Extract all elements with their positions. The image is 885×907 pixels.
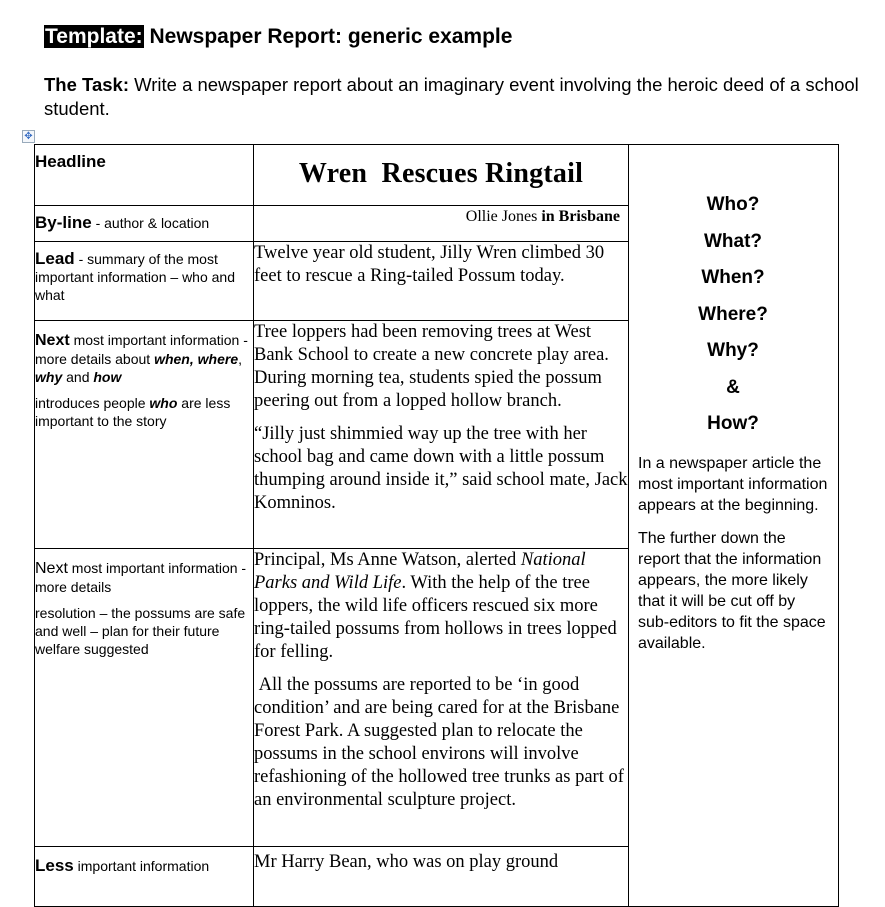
sidebar-note-2: The further down the report that the information appears, the more likely that it will be cut off by sub-editors to fit the space available. (638, 529, 826, 652)
next1-and: and (62, 369, 94, 385)
less-text: Mr Harry Bean, who was on play ground (254, 852, 559, 872)
label-cell-next-2 (35, 549, 254, 847)
next1-comma: , (238, 351, 242, 367)
next1-paragraph-2: “Jilly just shimmied way up the tree with her school bag and came down with a little possum thumping around inside it,” said school mate, Jack Komninos. (254, 424, 628, 513)
headline-text: Wren Rescues Ringtail (298, 158, 584, 189)
table-row-headline (35, 145, 839, 206)
move-cross-icon[interactable]: ✥ (22, 130, 35, 143)
sidebar-cell (629, 145, 839, 907)
less-label-rest: important information (73, 858, 210, 874)
content-cell-next-2 (254, 549, 629, 847)
question-how: How? (707, 413, 759, 434)
task-description (44, 73, 864, 121)
next2-label-para (35, 559, 253, 596)
label-cell-less (35, 847, 254, 907)
lead-label-rest: - summary of the most important information – who and what (35, 251, 235, 303)
label-cell-next-1 (35, 321, 254, 549)
next2-para1-em: National Parks and Wild Life (254, 550, 586, 593)
byline-label: By-line (35, 213, 92, 232)
title-tag: Template: (45, 25, 143, 48)
next2-paragraph-2: All the possums are reported to be ‘in good condition’ and are being cared for at the Brisbane Forest Park. A suggested plan to relocate the possums in the school environs will involve refashioning of the hollowed tree trunks as part of an environmental sculpture project. (254, 675, 629, 810)
next1-em-how: how (93, 369, 122, 385)
page-title (44, 25, 512, 49)
byline-location: in Brisbane (537, 208, 620, 225)
next1-label-rest: most important information - more details about (35, 332, 248, 367)
next2-label-rest: most important information - more details (35, 560, 247, 595)
next1-em-when-where: when, where (154, 351, 239, 367)
next1-note (35, 394, 253, 430)
next2-label: Next (35, 560, 68, 577)
next1-paragraph-1: Tree loppers had been removing trees at West Bank School to create a new concrete play area. During morning tea, students spied the possum peering out from a lopped hollow branch. (254, 322, 609, 411)
content-cell-lead (254, 242, 629, 321)
next2-para1-pre: Principal, Ms Anne Watson, alerted (254, 550, 521, 570)
title-text: Newspaper Report: generic example (149, 25, 513, 48)
question-who: Who? (706, 194, 760, 215)
lead-text: Twelve year old student, Jilly Wren climbed 30 feet to rescue a Ring-tailed Possum today. (254, 243, 605, 286)
content-cell-byline (254, 206, 629, 242)
byline-label-rest: - author & location (91, 215, 210, 231)
byline-author: Ollie Jones (465, 208, 538, 225)
next1-note-pre: introduces people (35, 395, 150, 411)
next1-label-para (35, 331, 253, 386)
next1-note-post: are less important to the story (35, 395, 231, 429)
content-cell-headline (254, 145, 629, 206)
next1-em-why: why (35, 369, 63, 385)
next2-note: resolution – the possums are safe and well – plan for their future welfare suggested (35, 605, 246, 657)
question-what: What? (703, 230, 763, 252)
headline-label: Headline (35, 152, 106, 171)
task-label: The Task: (44, 74, 129, 95)
content-cell-less (254, 847, 629, 907)
next1-label: Next (35, 332, 70, 349)
less-label: Less (35, 856, 74, 875)
task-text: Write a newspaper report about an imaginary event involving the heroic deed of a school student. (44, 74, 859, 119)
next2-paragraph-1 (254, 549, 628, 664)
label-cell-headline (35, 145, 254, 206)
question-where: Where? (698, 303, 768, 325)
content-cell-next-1 (254, 321, 629, 549)
label-cell-byline (35, 206, 254, 242)
label-cell-lead (35, 242, 254, 321)
question-when: When? (701, 267, 765, 288)
report-template-table (34, 144, 839, 907)
next2-para1-post: . With the help of the tree loppers, the wild life officers rescued six more ring-tailed possums from hollows in trees lopped for felling. (254, 573, 617, 662)
question-ampersand: & (726, 376, 740, 398)
question-why: Why? (707, 340, 759, 361)
lead-label: Lead (35, 249, 75, 268)
question-list (638, 145, 828, 453)
next1-note-em: who (149, 395, 178, 411)
sidebar-note-1: In a newspaper article the most important information appears at the beginning. (638, 454, 828, 514)
